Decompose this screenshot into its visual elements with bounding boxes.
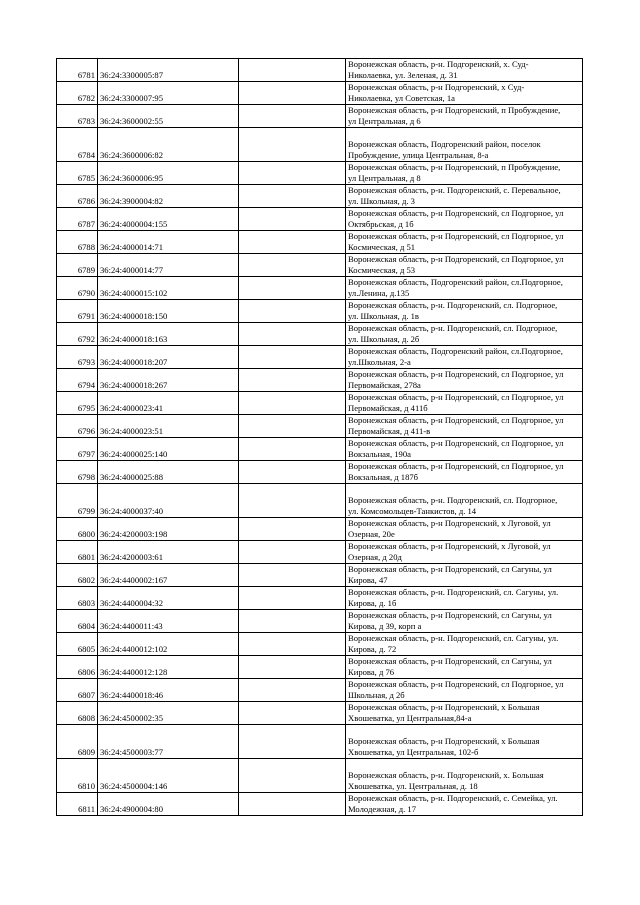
empty-cell bbox=[239, 128, 346, 162]
row-number-cell: 6809 bbox=[57, 725, 98, 759]
table-row bbox=[57, 484, 583, 518]
table-row bbox=[57, 518, 583, 541]
empty-cell bbox=[239, 254, 346, 277]
address-cell: Воронежская область, р-н. Подгоренский, с. Перевальное, ул. Школьная, д. 3 bbox=[346, 185, 583, 208]
empty-cell bbox=[239, 369, 346, 392]
cadastral-number-cell: 36:24:4000018:150 bbox=[98, 300, 239, 323]
table-row bbox=[57, 369, 583, 392]
empty-cell bbox=[239, 759, 346, 793]
cadastral-number-cell: 36:24:4500003:77 bbox=[98, 725, 239, 759]
cadastral-number-cell: 36:24:3600002:55 bbox=[98, 105, 239, 128]
address-cell: Воронежская область, р-н Подгоренский, п Пробуждение, ул Центральная, д 6 bbox=[346, 105, 583, 128]
address-cell: Воронежская область, р-н Подгоренский, сл Подгорное, ул Первомайская, 278а bbox=[346, 369, 583, 392]
empty-cell bbox=[239, 656, 346, 679]
empty-cell bbox=[239, 793, 346, 816]
row-number-cell: 6810 bbox=[57, 759, 98, 793]
row-number-cell: 6808 bbox=[57, 702, 98, 725]
row-number-cell: 6782 bbox=[57, 82, 98, 105]
address-cell: Воронежская область, р-н Подгоренский, сл Подгорное, ул Вокзальная, д 187б bbox=[346, 461, 583, 484]
row-number-cell: 6807 bbox=[57, 679, 98, 702]
cadastral-number-cell: 36:24:4000018:267 bbox=[98, 369, 239, 392]
address-cell: Воронежская область, р-н Подгоренский, сл Подгорное, ул Космическая, д 51 bbox=[346, 231, 583, 254]
cadastral-number-cell: 36:24:4400004:32 bbox=[98, 587, 239, 610]
empty-cell bbox=[239, 679, 346, 702]
empty-cell bbox=[239, 610, 346, 633]
row-number-cell: 6796 bbox=[57, 415, 98, 438]
empty-cell bbox=[239, 633, 346, 656]
cadastral-number-cell: 36:24:4000037:40 bbox=[98, 484, 239, 518]
row-number-cell: 6800 bbox=[57, 518, 98, 541]
table-row bbox=[57, 105, 583, 128]
table-row bbox=[57, 415, 583, 438]
table-row bbox=[57, 679, 583, 702]
row-number-cell: 6806 bbox=[57, 656, 98, 679]
cadastral-number-cell: 36:24:4000018:207 bbox=[98, 346, 239, 369]
row-number-cell: 6785 bbox=[57, 162, 98, 185]
address-cell: Воронежская область, р-н. Подгоренский, с. Семейка, ул. Молодежная, д. 17 bbox=[346, 793, 583, 816]
row-number-cell: 6789 bbox=[57, 254, 98, 277]
cadastral-number-cell: 36:24:4000023:41 bbox=[98, 392, 239, 415]
table-row bbox=[57, 128, 583, 162]
cadastral-number-cell: 36:24:4000004:155 bbox=[98, 208, 239, 231]
cadastral-number-cell: 36:24:4500002:35 bbox=[98, 702, 239, 725]
address-cell: Воронежская область, р-н. Подгоренский, х. Суд- Николаевка, ул. Зеленая, д. 31 bbox=[346, 59, 583, 82]
table-row bbox=[57, 461, 583, 484]
empty-cell bbox=[239, 392, 346, 415]
cadastral-number-cell: 36:24:4400011:43 bbox=[98, 610, 239, 633]
empty-cell bbox=[239, 461, 346, 484]
row-number-cell: 6786 bbox=[57, 185, 98, 208]
address-cell: Воронежская область, р-н Подгоренский, х Луговой, ул Озерная, 20е bbox=[346, 518, 583, 541]
table-row bbox=[57, 587, 583, 610]
empty-cell bbox=[239, 484, 346, 518]
cadastral-number-cell: 36:24:4000014:71 bbox=[98, 231, 239, 254]
empty-cell bbox=[239, 231, 346, 254]
empty-cell bbox=[239, 185, 346, 208]
row-number-cell: 6787 bbox=[57, 208, 98, 231]
table-row bbox=[57, 541, 583, 564]
table-row bbox=[57, 323, 583, 346]
cadastral-number-cell: 36:24:4200003:198 bbox=[98, 518, 239, 541]
row-number-cell: 6783 bbox=[57, 105, 98, 128]
table-row bbox=[57, 392, 583, 415]
address-cell: Воронежская область, р-н Подгоренский, сл Подгорное, ул Школьная, д 2б bbox=[346, 679, 583, 702]
table-row bbox=[57, 162, 583, 185]
row-number-cell: 6802 bbox=[57, 564, 98, 587]
address-cell: Воронежская область, р-н Подгоренский, сл Подгорное, ул Октябрьская, д 1б bbox=[346, 208, 583, 231]
row-number-cell: 6793 bbox=[57, 346, 98, 369]
address-cell: Воронежская область, р-н Подгоренский, сл Сагуны, ул Кирова, д 76 bbox=[346, 656, 583, 679]
table-row bbox=[57, 82, 583, 105]
parcel-table-body bbox=[57, 59, 583, 816]
address-cell: Воронежская область, Подгоренский район, сл.Подгорное, ул.Школьная, 2-а bbox=[346, 346, 583, 369]
cadastral-number-cell: 36:24:4400018:46 bbox=[98, 679, 239, 702]
table-row bbox=[57, 438, 583, 461]
table-row bbox=[57, 564, 583, 587]
address-cell: Воронежская область, р-н Подгоренский, х Луговой, ул Озерная, д 20д bbox=[346, 541, 583, 564]
empty-cell bbox=[239, 438, 346, 461]
table-row bbox=[57, 759, 583, 793]
row-number-cell: 6794 bbox=[57, 369, 98, 392]
cadastral-number-cell: 36:24:3900004:82 bbox=[98, 185, 239, 208]
table-row bbox=[57, 231, 583, 254]
table-row bbox=[57, 725, 583, 759]
cadastral-number-cell: 36:24:3600006:82 bbox=[98, 128, 239, 162]
cadastral-number-cell: 36:24:4000025:140 bbox=[98, 438, 239, 461]
cadastral-number-cell: 36:24:4200003:61 bbox=[98, 541, 239, 564]
address-cell: Воронежская область, р-н. Подгоренский, сл. Подгорное, ул. Школьная, д. 1в bbox=[346, 300, 583, 323]
address-cell: Воронежская область, Подгоренский район, поселок Пробуждение, улица Центральная, 8-а bbox=[346, 128, 583, 162]
empty-cell bbox=[239, 277, 346, 300]
table-row bbox=[57, 59, 583, 82]
row-number-cell: 6811 bbox=[57, 793, 98, 816]
empty-cell bbox=[239, 564, 346, 587]
row-number-cell: 6790 bbox=[57, 277, 98, 300]
cadastral-number-cell: 36:24:4400012:102 bbox=[98, 633, 239, 656]
address-cell: Воронежская область, р-н. Подгоренский, х. Большая Хвошеватка, ул. Центральная, д. 18 bbox=[346, 759, 583, 793]
parcel-table bbox=[56, 58, 583, 816]
empty-cell bbox=[239, 59, 346, 82]
empty-cell bbox=[239, 82, 346, 105]
table-row bbox=[57, 656, 583, 679]
empty-cell bbox=[239, 346, 346, 369]
cadastral-number-cell: 36:24:4000023:51 bbox=[98, 415, 239, 438]
cadastral-number-cell: 36:24:3600006:95 bbox=[98, 162, 239, 185]
row-number-cell: 6799 bbox=[57, 484, 98, 518]
empty-cell bbox=[239, 415, 346, 438]
address-cell: Воронежская область, р-н Подгоренский, сл Сагуны, ул Кирова, д 39, корп а bbox=[346, 610, 583, 633]
table-row bbox=[57, 610, 583, 633]
cadastral-number-cell: 36:24:4900004:80 bbox=[98, 793, 239, 816]
row-number-cell: 6784 bbox=[57, 128, 98, 162]
cadastral-number-cell: 36:24:4400002:167 bbox=[98, 564, 239, 587]
address-cell: Воронежская область, р-н Подгоренский, сл Подгорное, ул Первомайская, д 411б bbox=[346, 392, 583, 415]
row-number-cell: 6792 bbox=[57, 323, 98, 346]
address-cell: Воронежская область, р-н Подгоренский, сл Сагуны, ул Кирова, 47 bbox=[346, 564, 583, 587]
address-cell: Воронежская область, р-н. Подгоренский, сл. Подгорное, ул. Школьная, д. 2б bbox=[346, 323, 583, 346]
cadastral-number-cell: 36:24:4500004:146 bbox=[98, 759, 239, 793]
cadastral-number-cell: 36:24:4000018:163 bbox=[98, 323, 239, 346]
table-row bbox=[57, 254, 583, 277]
table-row bbox=[57, 185, 583, 208]
empty-cell bbox=[239, 105, 346, 128]
empty-cell bbox=[239, 587, 346, 610]
row-number-cell: 6798 bbox=[57, 461, 98, 484]
row-number-cell: 6797 bbox=[57, 438, 98, 461]
row-number-cell: 6781 bbox=[57, 59, 98, 82]
empty-cell bbox=[239, 162, 346, 185]
address-cell: Воронежская область, р-н Подгоренский, п Пробуждение, ул Центральная, д 8 bbox=[346, 162, 583, 185]
row-number-cell: 6788 bbox=[57, 231, 98, 254]
cadastral-number-cell: 36:24:3300005:87 bbox=[98, 59, 239, 82]
address-cell: Воронежская область, р-н Подгоренский, сл Подгорное, ул Космическая, д 53 bbox=[346, 254, 583, 277]
table-row bbox=[57, 300, 583, 323]
address-cell: Воронежская область, р-н Подгоренский, сл Подгорное, ул Первомайская, д 411-в bbox=[346, 415, 583, 438]
address-cell: Воронежская область, р-н Подгоренский, сл Подгорное, ул Вокзальная, 190а bbox=[346, 438, 583, 461]
cadastral-number-cell: 36:24:4000025:88 bbox=[98, 461, 239, 484]
table-row bbox=[57, 277, 583, 300]
row-number-cell: 6801 bbox=[57, 541, 98, 564]
cadastral-number-cell: 36:24:4400012:128 bbox=[98, 656, 239, 679]
empty-cell bbox=[239, 518, 346, 541]
empty-cell bbox=[239, 323, 346, 346]
cadastral-number-cell: 36:24:4000015:102 bbox=[98, 277, 239, 300]
empty-cell bbox=[239, 541, 346, 564]
document-table-container bbox=[56, 58, 583, 816]
row-number-cell: 6795 bbox=[57, 392, 98, 415]
table-row bbox=[57, 793, 583, 816]
empty-cell bbox=[239, 300, 346, 323]
row-number-cell: 6803 bbox=[57, 587, 98, 610]
cadastral-number-cell: 36:24:3300007:95 bbox=[98, 82, 239, 105]
empty-cell bbox=[239, 702, 346, 725]
address-cell: Воронежская область, р-н. Подгоренский, сл. Подгорное, ул. Комсомольцев-Танкистов, д. 14 bbox=[346, 484, 583, 518]
empty-cell bbox=[239, 208, 346, 231]
address-cell: Воронежская область, р-н Подгоренский, х Большая Хвошеватка, ул Центральная,84-а bbox=[346, 702, 583, 725]
address-cell: Воронежская область, р-н Подгоренский, х Суд- Николаевка, ул Советская, 1а bbox=[346, 82, 583, 105]
cadastral-number-cell: 36:24:4000014:77 bbox=[98, 254, 239, 277]
table-row bbox=[57, 633, 583, 656]
address-cell: Воронежская область, р-н. Подгоренский, сл. Сагуны, ул. Кирова, д. 1б bbox=[346, 587, 583, 610]
row-number-cell: 6805 bbox=[57, 633, 98, 656]
empty-cell bbox=[239, 725, 346, 759]
table-row bbox=[57, 702, 583, 725]
table-row bbox=[57, 208, 583, 231]
table-row bbox=[57, 346, 583, 369]
row-number-cell: 6791 bbox=[57, 300, 98, 323]
row-number-cell: 6804 bbox=[57, 610, 98, 633]
address-cell: Воронежская область, р-н Подгоренский, х Большая Хвошеватка, ул Центральная, 102-б bbox=[346, 725, 583, 759]
address-cell: Воронежская область, Подгоренский район, сл.Подгорное, ул.Ленина, д.135 bbox=[346, 277, 583, 300]
address-cell: Воронежская область, р-н. Подгоренский, сл. Сагуны, ул. Кирова, д. 72 bbox=[346, 633, 583, 656]
